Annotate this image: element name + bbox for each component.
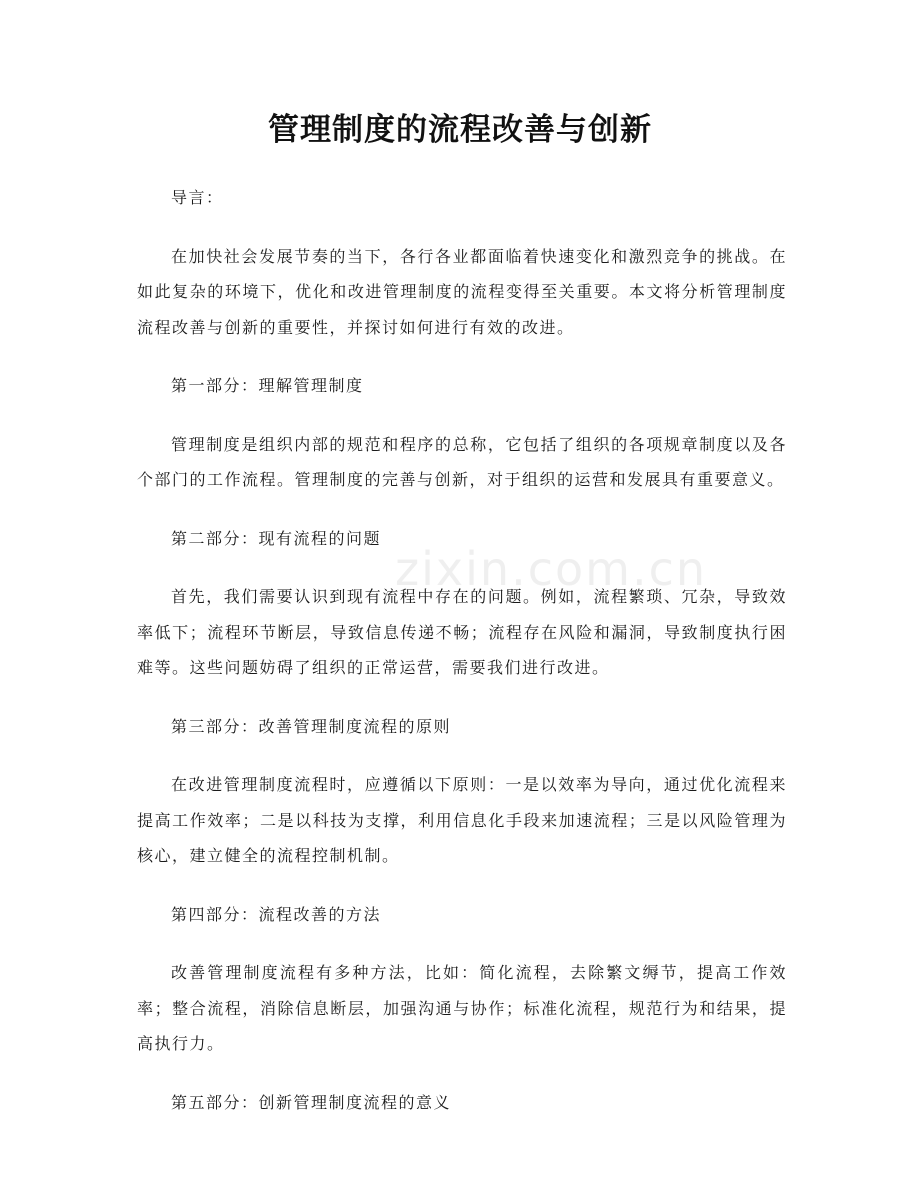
- intro-heading: 导言：: [171, 188, 224, 207]
- section-2-paragraph: 首先，我们需要认识到现有流程中存在的问题。例如，流程繁琐、冗杂，导致效率低下；流程环节断层，导致信息传递不畅；流程存在风险和漏洞，导致制度执行困难等。这些问题妨碍了组织的正常运营，需要我们进行改进。: [137, 587, 787, 677]
- section-1-heading: 第一部分：理解管理制度: [171, 376, 364, 395]
- section-3-heading: 第三部分：改善管理制度流程的原则: [171, 716, 452, 736]
- section-1-paragraph: 管理制度是组织内部的规范和程序的总称，它包括了组织的各项规章制度以及各个部门的工作流程。管理制度的完善与创新，对于组织的运营和发展具有重要意义。: [137, 434, 787, 489]
- document-title: 管理制度的流程改善与创新: [268, 112, 652, 148]
- section-3-paragraph: 在改进管理制度流程时，应遵循以下原则：一是以效率为导向，通过优化流程来提高工作效率；二是以科技为支撑，利用信息化手段来加速流程；三是以风险管理为核心，建立健全的流程控制机制。: [137, 775, 787, 865]
- section-4-heading: 第四部分：流程改善的方法: [171, 904, 382, 924]
- section-4-paragraph: 改善管理制度流程有多种方法，比如：简化流程，去除繁文缛节，提高工作效率；整合流程，消除信息断层，加强沟通与协作；标准化流程，规范行为和结果，提高执行力。: [137, 963, 787, 1053]
- section-5-heading: 第五部分：创新管理制度流程的意义: [171, 1092, 452, 1112]
- section-2-heading: 第二部分：现有流程的问题: [171, 528, 382, 548]
- intro-paragraph: 在加快社会发展节奏的当下，各行各业都面临着快速变化和激烈竞争的挑战。在如此复杂的环境下，优化和改进管理制度的流程变得至关重要。本文将分析管理制度流程改善与创新的重要性，并探讨如何进行有效的改进。: [137, 246, 787, 337]
- document-body: [137, 180, 787, 1143]
- watermark: zixin.com.cn: [395, 542, 708, 596]
